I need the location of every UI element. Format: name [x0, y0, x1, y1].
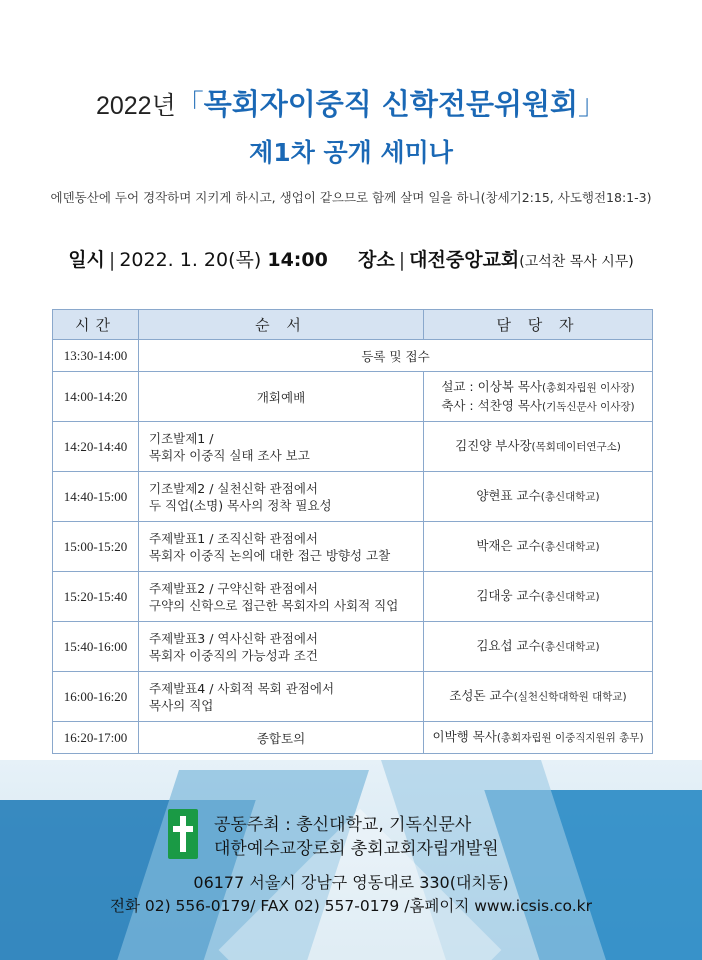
title-main: 목회자이중직 신학전문위원회: [203, 87, 579, 121]
row-time: 13:30-14:00: [53, 340, 139, 372]
column-header-program: 순 서: [139, 310, 424, 340]
program-line: 구약의 신학으로 접근한 목회자의 사회적 직업: [149, 597, 399, 613]
program-line: 주제발표1 / 조직신학 관점에서: [149, 530, 318, 546]
cross-logo-icon: [168, 809, 198, 859]
responsible-name: 조성돈 교수: [449, 688, 514, 703]
table-row: [53, 340, 653, 372]
sponsor-line: 공동주최 : 총신대학교, 기독신문사: [214, 815, 472, 835]
program-line: 목회자 이중직의 가능성과 조건: [149, 647, 318, 663]
program-line: 주제발표2 / 구약신학 관점에서: [149, 580, 318, 596]
date-value: 2022. 1. 20(목): [119, 249, 262, 271]
responsible-name: 김진양 부사장: [455, 438, 532, 453]
sponsor-line: 대한예수교장로회 총회교회자립개발원: [214, 839, 499, 859]
responsible-name: 이박행 목사: [432, 729, 497, 744]
row-time: 16:20-17:00: [53, 722, 139, 754]
title-bracket-open: 「: [175, 88, 204, 121]
row-time: 14:20-14:40: [53, 422, 139, 472]
row-time: 15:00-15:20: [53, 522, 139, 572]
responsible-org: (실천신학대학원 대학교): [513, 691, 627, 703]
responsible-org: (총신대학교): [540, 491, 600, 503]
address: 06177 서울시 강남구 영동대로 330(대치동): [193, 873, 509, 892]
program-line: 기조발제2 / 실천신학 관점에서: [149, 480, 318, 496]
program-line: 주제발표4 / 사회적 목회 관점에서: [149, 680, 335, 696]
program-line: 주제발표3 / 역사신학 관점에서: [149, 630, 318, 646]
table-row: [53, 372, 653, 422]
table-header-row: [53, 310, 653, 340]
row-time: 15:40-16:00: [53, 622, 139, 672]
row-responsible: [424, 522, 653, 572]
program-line: 목사의 직업: [149, 697, 214, 713]
divider: |: [108, 249, 116, 271]
table-row: [53, 472, 653, 522]
place-value: 대전중앙교회: [409, 249, 520, 271]
row-program: 등록 및 접수: [139, 340, 653, 372]
responsible-org: (총신대학교): [540, 641, 600, 653]
row-time: 15:20-15:40: [53, 572, 139, 622]
row-program: [139, 522, 424, 572]
row-time: 14:00-14:20: [53, 372, 139, 422]
row-program: [139, 422, 424, 472]
table-row: [53, 522, 653, 572]
row-time: 14:40-15:00: [53, 472, 139, 522]
sponsor-block: [168, 806, 548, 866]
responsible-name: 양현표 교수: [476, 488, 541, 503]
column-header-time: 시간: [53, 310, 139, 340]
row-responsible: [424, 572, 653, 622]
row-responsible: [424, 622, 653, 672]
row-program: [139, 472, 424, 522]
responsible-org: (목회데이터연구소): [531, 441, 621, 453]
row-program: [139, 572, 424, 622]
table-row: [53, 572, 653, 622]
row-responsible: [424, 372, 653, 422]
title-year: 2022년: [95, 92, 176, 120]
bible-verse: 에덴동산에 두어 경작하며 지키게 하시고, 생업이 같으므로 함께 살며 일을 하니(창세기2:15, 사도행전18:1-3): [50, 190, 652, 205]
place-note: (고석찬 목사 시무): [519, 254, 634, 270]
row-responsible: [424, 422, 653, 472]
schedule-table: [52, 309, 653, 754]
poster-title: [0, 82, 702, 123]
row-program: [139, 622, 424, 672]
program-line: 기조발제1 /: [149, 430, 214, 446]
row-responsible: [424, 672, 653, 722]
responsible-name: 설교 : 이상복 목사: [441, 378, 542, 394]
table-row: [53, 622, 653, 672]
table-row: [53, 422, 653, 472]
time-value: 14:00: [267, 249, 328, 271]
column-header-responsible: 담 당 자: [424, 310, 653, 340]
responsible-org: (기독신문사 이사장): [541, 400, 635, 413]
poster-subtitle: 제1차 공개 세미나: [249, 138, 453, 167]
title-bracket-close: 」: [578, 88, 607, 121]
divider: |: [398, 249, 406, 271]
table-row: [53, 722, 653, 754]
responsible-org: (총회자립원 이중직지원위 총무): [496, 732, 644, 744]
responsible-name: 박재은 교수: [476, 538, 541, 553]
responsible-org: (총신대학교): [540, 591, 600, 603]
program-line: 두 직업(소명) 목사의 정착 필요성: [149, 497, 332, 513]
program-line: 목회자 이중직 논의에 대한 접근 방향성 고찰: [149, 547, 391, 563]
responsible-org: (총회자립원 이사장): [541, 381, 635, 394]
row-time: 16:00-16:20: [53, 672, 139, 722]
responsible-org: (총신대학교): [540, 541, 600, 553]
row-responsible: [424, 472, 653, 522]
date-label: 일시: [68, 249, 105, 271]
table-row: [53, 672, 653, 722]
row-responsible: [424, 722, 653, 754]
row-program: 종합토의: [139, 722, 424, 754]
event-info: [0, 245, 702, 272]
responsible-name: 김대웅 교수: [476, 588, 541, 603]
responsible-name: 김요섭 교수: [476, 638, 541, 653]
row-program: 개회예배: [139, 372, 424, 422]
program-line: 목회자 이중직 실태 조사 보고: [149, 447, 310, 463]
responsible-name: 축사 : 석찬영 목사: [441, 397, 542, 413]
row-program: [139, 672, 424, 722]
contact-info: 전화 02) 556-0179/ FAX 02) 557-0179 /홈페이지 www.icsis.co.kr: [109, 897, 593, 915]
place-label: 장소: [358, 249, 395, 271]
